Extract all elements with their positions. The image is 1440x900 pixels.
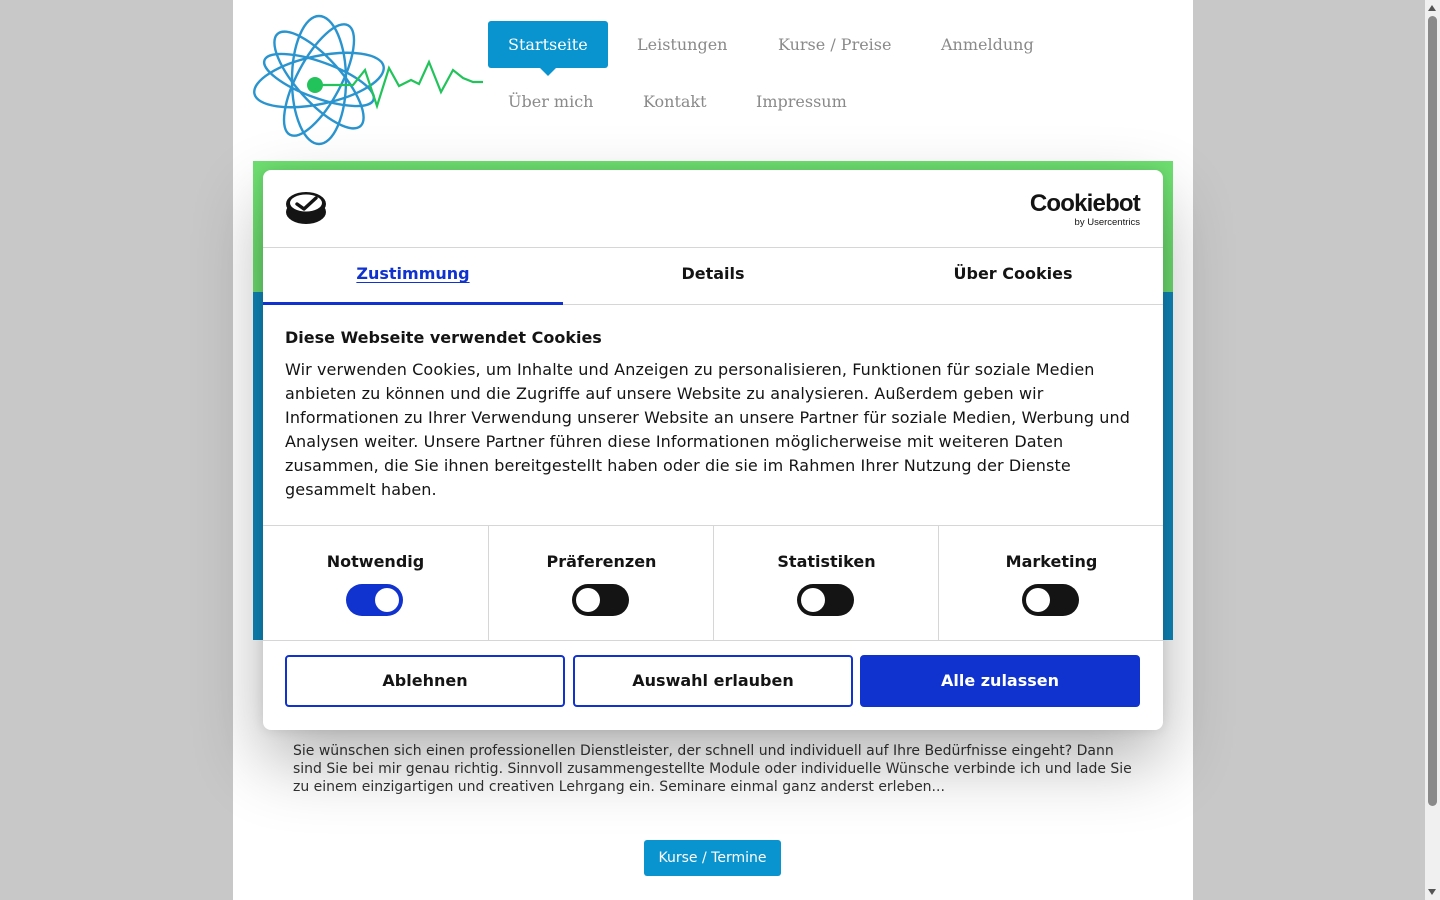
toggle-knob: [1026, 588, 1050, 612]
scroll-down-arrow-icon[interactable]: [1428, 889, 1436, 895]
statistiken-toggle[interactable]: [797, 584, 854, 616]
kurse-termine-button[interactable]: Kurse / Termine: [644, 840, 781, 876]
notwendig-toggle[interactable]: [346, 584, 403, 616]
toggle-knob: [576, 588, 600, 612]
ablehnen-button[interactable]: Ablehnen: [285, 655, 565, 707]
scroll-up-arrow-icon[interactable]: [1428, 5, 1436, 11]
cookiebot-logo[interactable]: [1030, 191, 1140, 228]
cookie-icon: [285, 190, 327, 226]
cookiebot-brand-sub: by Usercentrics: [1074, 217, 1140, 228]
nav-leistungen[interactable]: Leistungen: [637, 35, 728, 54]
category-notwendig: [263, 526, 488, 640]
cookie-title: Diese Webseite verwendet Cookies: [285, 328, 602, 347]
tab-details[interactable]: Details: [681, 264, 745, 283]
toggle-knob: [375, 588, 399, 612]
category-label: Statistiken: [777, 552, 876, 571]
category-label: Marketing: [1005, 552, 1098, 571]
cookie-description: Wir verwenden Cookies, um Inhalte und Anzeigen zu personalisieren, Funktionen für soziale Medien anbieten zu können und die Zugriffe auf unsere Website zu analysieren. Außerdem geben wir Informationen zu Ihrer Verwendung unserer Website an unsere Partner für soziale Medien, Werbung und Analysen weiter. Unsere Partner führen diese Informationen möglicherweise mit weiteren Daten zusammen, die Sie ihnen bereitgestellt haben oder die sie im Rahmen Ihrer Nutzung der Dienste gesammelt haben.: [285, 360, 1131, 499]
intro-text: Sie wünschen sich einen professionellen Dienstleister, der schnell und individuell auf Ihre Bedürfnisse eingeht? Dann sind Sie bei mir genau richtig. Sinnvoll zusammengestellte Module oder individuelle Wünsche verbinde ich und lade Sie zu einem einzigartigen und creativen Lehrgang ein. Seminare einmal ganz anderst erleben...: [293, 743, 1132, 795]
nav-anmeldung[interactable]: Anmeldung: [941, 35, 1034, 54]
category-marketing: [938, 526, 1163, 640]
cookie-tabs: [263, 248, 1163, 305]
page-scrollbar[interactable]: [1425, 0, 1440, 900]
alle-zulassen-button[interactable]: Alle zulassen: [860, 655, 1140, 707]
praeferenzen-toggle[interactable]: [572, 584, 629, 616]
nav-ueber-mich[interactable]: Über mich: [508, 92, 594, 111]
marketing-toggle[interactable]: [1022, 584, 1079, 616]
cookie-dialog-header: [263, 170, 1163, 248]
cookie-consent-dialog: [263, 170, 1163, 730]
category-statistiken: [713, 526, 938, 640]
category-label: Präferenzen: [546, 552, 657, 571]
nav-kontakt[interactable]: Kontakt: [643, 92, 707, 111]
atom-heartbeat-logo[interactable]: [253, 14, 485, 146]
cookie-category-toggles: [263, 525, 1163, 641]
tab-zustimmung[interactable]: Zustimmung: [263, 248, 563, 304]
nav-startseite[interactable]: Startseite: [488, 21, 608, 68]
category-praeferenzen: [488, 526, 713, 640]
toggle-knob: [801, 588, 825, 612]
nav-kurse-preise[interactable]: Kurse / Preise: [778, 35, 892, 54]
auswahl-erlauben-button[interactable]: Auswahl erlauben: [573, 655, 853, 707]
nav-impressum[interactable]: Impressum: [756, 92, 847, 111]
category-label: Notwendig: [326, 552, 425, 571]
tab-ueber-cookies[interactable]: Über Cookies: [953, 264, 1073, 283]
cookiebot-brand-name: Cookiebot: [1029, 190, 1140, 217]
scrollbar-thumb[interactable]: [1428, 16, 1437, 806]
